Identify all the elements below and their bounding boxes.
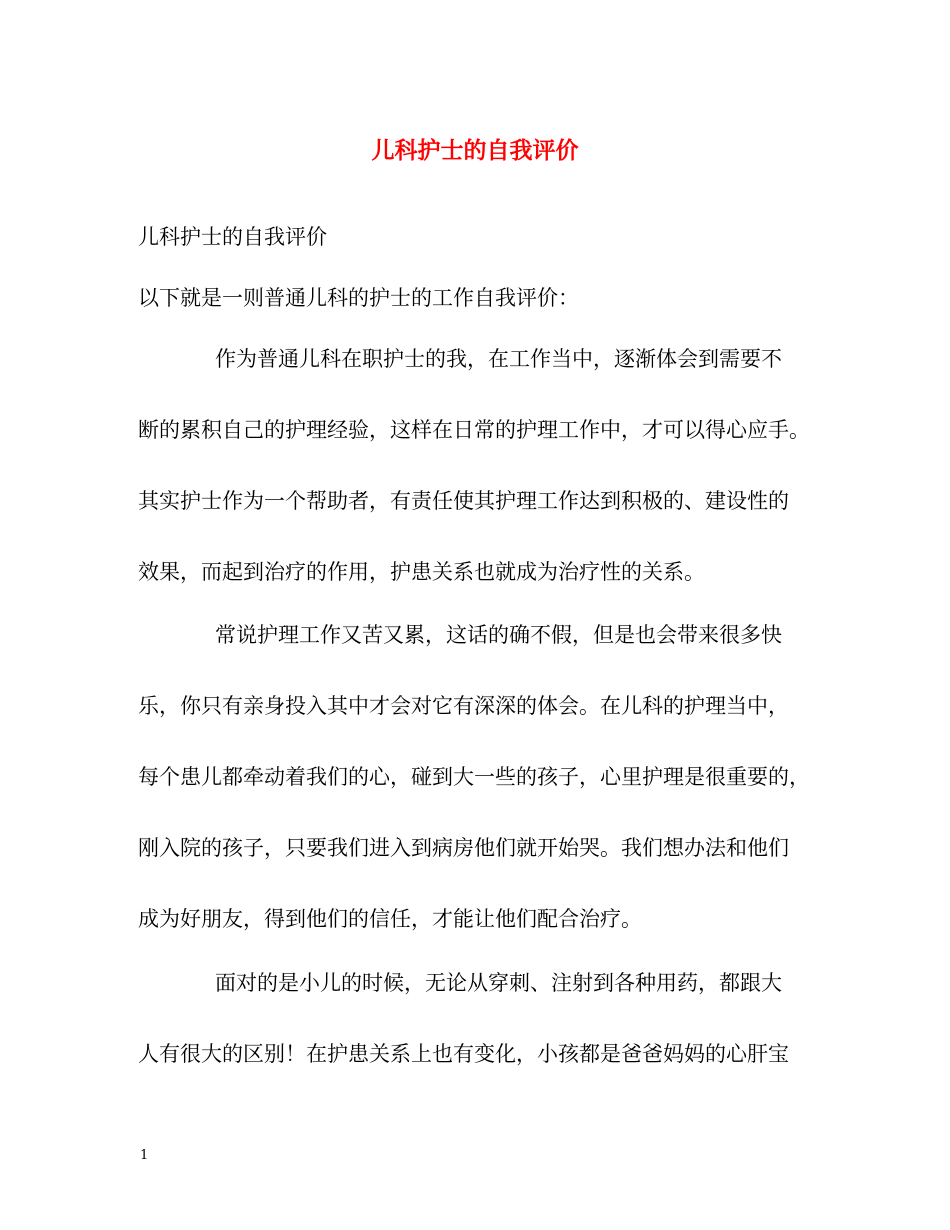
- paragraph-1-line-1: 作为普通儿科在职护士的我，在工作当中，逐渐体会到需要不: [215, 347, 782, 371]
- paragraph-1-line-3: 其实护士作为一个帮助者，有责任使其护理工作达到积极的、建设性的: [138, 489, 789, 513]
- paragraph-1-line-2: 断的累积自己的护理经验，这样在日常的护理工作中，才可以得心应手。: [138, 418, 810, 442]
- paragraph-3-line-2: 人有很大的区别！在护患关系上也有变化，小孩都是爸爸妈妈的心肝宝: [138, 1042, 789, 1066]
- subtitle-line: 儿科护士的自我评价: [138, 225, 327, 249]
- paragraph-2-line-5: 成为好朋友，得到他们的信任，才能让他们配合治疗。: [138, 907, 642, 931]
- document-title: 儿科护士的自我评价: [371, 137, 579, 164]
- paragraph-1-line-4: 效果，而起到治疗的作用，护患关系也就成为治疗性的关系。: [138, 560, 705, 584]
- page-number: 1: [140, 1148, 149, 1163]
- paragraph-3-line-1: 面对的是小儿的时候，无论从穿刺、注射到各种用药，都跟大: [215, 971, 782, 995]
- paragraph-2-line-3: 每个患儿都牵动着我们的心，碰到大一些的孩子，心里护理是很重要的，: [138, 765, 810, 789]
- paragraph-2-line-4: 刚入院的孩子，只要我们进入到病房他们就开始哭。我们想办法和他们: [138, 836, 789, 860]
- paragraph-2-line-2: 乐，你只有亲身投入其中才会对它有深深的体会。在儿科的护理当中，: [138, 694, 789, 718]
- paragraph-2-line-1: 常说护理工作又苦又累，这话的确不假，但是也会带来很多快: [215, 623, 782, 647]
- intro-line: 以下就是一则普通儿科的护士的工作自我评价：: [138, 286, 579, 310]
